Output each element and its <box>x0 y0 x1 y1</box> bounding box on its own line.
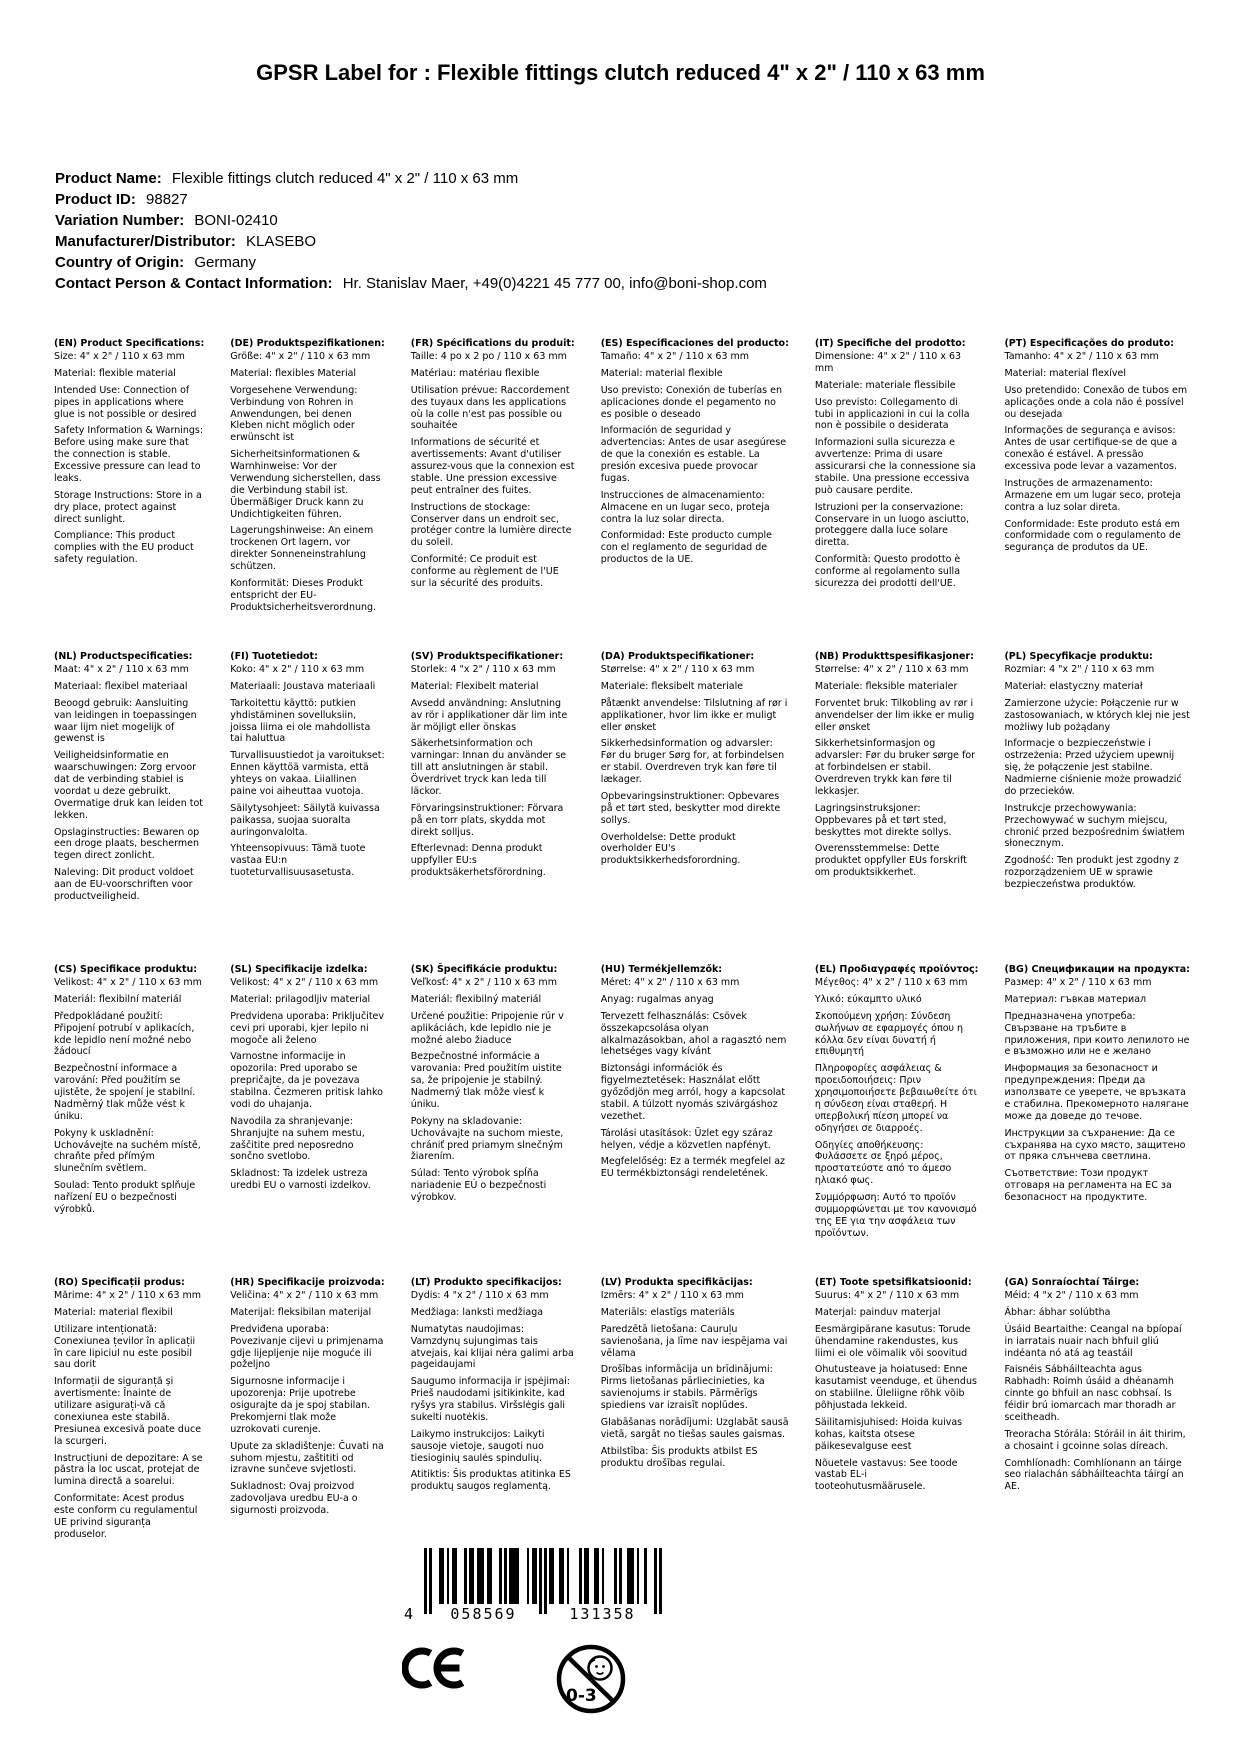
spec-paragraph: Materiale: fleksible materialer <box>814 680 958 692</box>
spec-paragraph: Turvallisuustiedot ja varoitukset: Ennen käyttöä varmista, että yhteys on vakaa. Liiallinen paine voi aiheuttaa vuotoja. <box>230 750 385 797</box>
language-spec-title: (NB) Produkttspesifikasjoner: <box>814 651 974 662</box>
spec-paragraph: Předpokládané použití: Připojení potrubí v aplikacích, kde lepidlo není možné nebo žádoucí <box>54 1010 195 1058</box>
spec-paragraph: Materiaal: flexibel materiaal <box>54 680 188 692</box>
spec-paragraph: Instruções de armazenamento: Armazene em um lugar seco, proteja contra a luz solar direta. <box>1004 477 1181 513</box>
spec-paragraph: Conformità: Questo prodotto è conforme al regolamento sulla sicurezza dei prodotti dell'UE. <box>814 554 961 589</box>
info-value: BONI-02410 <box>194 212 278 229</box>
spec-paragraph: Dydis: 4 "x 2" / 110 x 63 mm <box>410 1290 549 1301</box>
product-info-row <box>55 252 1181 273</box>
spec-paragraph: Съответствие: Този продукт отговаря на регламента на ЕС за безопасност на продуктите. <box>1004 1168 1172 1203</box>
spec-paragraph: Biztonsági információk és figyelmeztetések: Használat előtt győződjön meg arról, hogy a kapcsolat stabil. A túlzott nyomás szivárgáshoz vezethet. <box>600 1063 786 1122</box>
info-label: Contact Person & Contact Information: <box>55 275 333 292</box>
spec-paragraph: Konformität: Dieses Produkt entspricht der EU-Produktsicherheitsverordnung. <box>230 577 377 613</box>
spec-paragraph: Informazioni sulla sicurezza e avvertenze: Prima di usare assicurarsi che la connessione sia stabile. Una pressione eccessiva può causare perdite. <box>814 437 976 496</box>
spec-paragraph: Nõuetele vastavus: See toode vastab EL-i tooteohutusmäärusele. <box>814 1457 958 1493</box>
language-spec-title: (PL) Specyfikacje produktu: <box>1004 651 1153 662</box>
spec-paragraph: Materiál: flexibilný materiál <box>410 993 542 1005</box>
spec-paragraph: Informații de siguranță și avertismente: Înainte de utilizare asigurați-vă că conexiunea este stabilă. Presiunea excesivă poate duce la scurgeri. <box>54 1376 202 1447</box>
spec-paragraph: Størrelse: 4" x 2" / 110 x 63 mm <box>600 664 755 675</box>
spec-paragraph: Инструкции за съхранение: Да се съхранява на сухо място, защитено от пряка слънчева светлина. <box>1004 1127 1186 1163</box>
language-spec-title: (HU) Termékjellemzők: <box>600 964 723 975</box>
language-spec-block-pt <box>1004 338 1190 651</box>
spec-paragraph: Μέγεθος: 4" x 2" / 110 x 63 mm <box>814 977 968 988</box>
spec-paragraph: Storage Instructions: Store in a dry place, protect against direct sunlight. <box>54 489 202 525</box>
spec-paragraph: Veľkosť: 4" x 2" / 110 x 63 mm <box>410 977 557 988</box>
spec-paragraph: Sikkerhetsinformasjon og advarsler: Før du bruker sørge for at forbindelsen er stabil. Overdreven trykk kan føre til lekkasjer. <box>814 738 976 797</box>
info-value: Hr. Stanislav Maer, +49(0)4221 45 777 00, info@boni-shop.com <box>342 275 767 292</box>
spec-paragraph: Materijal: fleksibilan materijal <box>230 1306 372 1318</box>
spec-paragraph: Materiāls: elastīgs materiāls <box>600 1306 735 1318</box>
barcode-lead-digit: 4 <box>404 1605 414 1623</box>
spec-paragraph: Conformitate: Acest produs este conform cu regulamentul UE privind siguranța produselor. <box>54 1493 198 1540</box>
spec-paragraph: Instructions de stockage: Conserver dans un endroit sec, protéger contre la lumière directe du soleil. <box>410 501 572 549</box>
spec-paragraph: Overensstemmelse: Dette produktet oppfyller EUs forskrift om produktsikkerhet. <box>814 843 967 879</box>
spec-paragraph: Velikost: 4" x 2" / 110 x 63 mm <box>230 977 379 988</box>
info-value: 98827 <box>146 191 188 208</box>
spec-paragraph: Säkerhetsinformation och varningar: Innan du använder se till att anslutningen är stabil. Överdrivet tryck kan leda till läckor. <box>410 738 567 797</box>
language-spec-block-lv <box>601 1277 789 1590</box>
language-spec-block-da <box>601 651 789 964</box>
ean-barcode <box>404 1548 662 1623</box>
spec-paragraph: Información de seguridad y advertencias: Antes de usar asegúrese de que la conexión es estable. La presión excesiva puede provocar fugas. <box>600 425 787 484</box>
spec-paragraph: Beoogd gebruik: Aansluiting van leidingen in toepassingen waar lijm niet mogelijk of gewenst is <box>54 697 197 745</box>
spec-paragraph: Overholdelse: Dette produkt overholder EU's produktsikkerhedsforordning. <box>600 831 741 867</box>
info-label: Country of Origin: <box>55 254 185 271</box>
spec-paragraph: Material: flexibles Material <box>230 367 357 379</box>
spec-paragraph: Uso previsto: Conexión de tuberías en aplicaciones donde el pegamento no es posible o deseado <box>600 384 782 420</box>
spec-paragraph: Materjal: painduv materjal <box>814 1306 941 1318</box>
spec-paragraph: Säilytysohjeet: Säilytä kuivassa paikassa, suojaa suoralta auringonvalolta. <box>230 802 380 838</box>
spec-paragraph: Ábhar: ábhar solúbtha <box>1004 1306 1111 1318</box>
spec-paragraph: Material: Flexibelt material <box>410 680 539 692</box>
spec-paragraph: Velikost: 4" x 2" / 110 x 63 mm <box>54 977 202 988</box>
product-info-row <box>55 210 1181 231</box>
spec-paragraph: Koko: 4" x 2" / 110 x 63 mm <box>230 664 365 675</box>
spec-paragraph: Méret: 4" x 2" / 110 x 63 mm <box>600 977 740 988</box>
language-specs-grid <box>54 338 1190 1590</box>
barcode-digit-group-2: 131358 <box>569 1605 636 1623</box>
language-spec-block-el <box>815 964 979 1277</box>
spec-paragraph: Skladnost: Ta izdelek ustreza uredbi EU o varnosti izdelkov. <box>230 1168 371 1192</box>
product-info-row <box>55 231 1181 252</box>
language-spec-block-pl <box>1004 651 1190 964</box>
spec-paragraph: Laikymo instrukcijos: Laikyti sausoje vietoje, saugoti nuo tiesioginių saulės spindulių. <box>410 1428 545 1464</box>
spec-paragraph: Materiale: materiale flessibile <box>814 379 956 391</box>
spec-paragraph: Lagringsinstruksjoner: Oppbevares på et tørt sted, beskyttes mot direkte sollys. <box>814 802 952 838</box>
language-spec-block-nb <box>815 651 979 964</box>
spec-paragraph: Faisnéis Sábháilteachta agus Rabhadh: Roimh úsáid a dhéanamh cinnte go bhfuil an nasc cobhsaí. Is féidir brú iomarcach mar thoradh ar sceitheadh. <box>1004 1364 1176 1423</box>
page-title: GPSR Label for : Flexible fittings clutch reduced 4" x 2" / 110 x 63 mm <box>256 60 985 85</box>
spec-paragraph: Upute za skladištenje: Čuvati na suhom mjestu, zaštititi od izravne sunčeve svjetlosti. <box>230 1440 384 1476</box>
spec-paragraph: Materiał: elastyczny materiał <box>1004 680 1143 692</box>
age-warning-label: 0-3 <box>566 1686 597 1706</box>
spec-paragraph: Predviđena uporaba: Povezivanje cijevi u primjenama gdje lijepljenje nije moguće ili poželjno <box>230 1323 384 1371</box>
spec-paragraph: Tarkoitettu käyttö: putkien yhdistäminen sovelluksiin, joissa liima ei ole mahdollista tai haluttua <box>230 697 371 745</box>
spec-paragraph: Instrucciones de almacenamiento: Almacene en un lugar seco, proteja contra la luz solar directa. <box>600 489 770 525</box>
language-spec-block-es <box>601 338 789 651</box>
spec-paragraph: Efterlevnad: Denna produkt uppfyller EU:s produktsäkerhetsförordning. <box>410 843 546 879</box>
language-spec-title: (FI) Tuotetiedot: <box>230 651 318 662</box>
language-spec-title: (ES) Especificaciones del producto: <box>600 338 789 349</box>
barcode-digits <box>424 1605 662 1623</box>
language-spec-block-bg <box>1004 964 1190 1277</box>
spec-paragraph: Treoracha Stórála: Stóráil in áit thirim, a chosaint i gcoinne solas díreach. <box>1004 1428 1186 1452</box>
spec-paragraph: Size: 4" x 2" / 110 x 63 mm <box>54 351 185 362</box>
age-warning-0-3-icon <box>552 1638 630 1720</box>
language-spec-title: (EN) Product Specifications: <box>54 338 205 349</box>
spec-paragraph: Intended Use: Connection of pipes in applications where glue is not possible or desired <box>54 384 197 420</box>
language-spec-block-hr <box>230 1277 385 1590</box>
spec-paragraph: Vorgesehene Verwendung: Verbindung von Rohren in Anwendungen, bei denen Kleben nicht möglich oder erwünscht ist <box>230 384 358 444</box>
spec-paragraph: Soulad: Tento produkt splňuje nařízení EU o bezpečnosti výrobků. <box>54 1180 196 1215</box>
spec-paragraph: Medžiaga: lanksti medžiaga <box>410 1306 544 1318</box>
spec-paragraph: Conformidade: Este produto está em conformidade com o regulamento de segurança de produtos da UE. <box>1004 518 1181 554</box>
language-spec-block-de <box>230 338 385 651</box>
spec-paragraph: Zgodność: Ten produkt jest zgodny z rozporządzeniem UE w sprawie bezpieczeństwa produktów. <box>1004 855 1179 890</box>
product-info-row <box>55 273 1181 294</box>
language-spec-block-lt <box>411 1277 575 1590</box>
spec-paragraph: Predvidena uporaba: Priključitev cevi pri uporabi, kjer lepilo ni mogoče ali želeno <box>230 1010 385 1046</box>
spec-paragraph: Avsedd användning: Anslutning av rör i applikationer där lim inte är möjligt eller önskas <box>410 697 568 733</box>
spec-paragraph: Bezpečnostní informace a varování: Před použitím se ujistěte, že spojení je stabilní. Nadměrný tlak může vést k úniku. <box>54 1063 196 1122</box>
info-value: KLASEBO <box>246 233 317 250</box>
language-spec-block-sl <box>230 964 385 1277</box>
language-spec-title: (RO) Specificații produs: <box>54 1277 185 1288</box>
spec-paragraph: Veličina: 4" x 2" / 110 x 63 mm <box>230 1290 379 1301</box>
spec-paragraph: Størrelse: 4" x 2" / 110 x 63 mm <box>814 664 969 675</box>
spec-paragraph: Eesmärgipärane kasutus: Torude ühendamine rakendustes, kus liimi ei ole võimalik või soovitud <box>814 1323 971 1359</box>
spec-paragraph: Materiál: flexibilní materiál <box>54 993 182 1005</box>
language-spec-block-fr <box>411 338 575 651</box>
spec-paragraph: Safety Information & Warnings: Before using make sure that the connection is stable. Excessive pressure can lead to leaks. <box>54 425 204 484</box>
spec-paragraph: Numatytas naudojimas: Vamzdynų sujungimas tais atvejais, kai klijai nėra galimi arba pageidaujami <box>410 1323 574 1371</box>
language-spec-block-nl <box>54 651 204 964</box>
spec-paragraph: Varnostne informacije in opozorila: Pred uporabo se prepričajte, da je povezava stabilna. Čezmeren pritisk lahko vodi do uhajanja. <box>230 1051 383 1110</box>
spec-paragraph: Suurus: 4" x 2" / 110 x 63 mm <box>814 1290 960 1301</box>
spec-paragraph: Σκοπούμενη χρήση: Σύνδεση σωλήνων σε εφαρμογές όπου η κόλλα δεν είναι δυνατή ή επιθυμητή <box>814 1010 964 1058</box>
spec-paragraph: Uso pretendido: Conexão de tubos em aplicações onde a cola não é possível ou desejada <box>1004 384 1188 420</box>
language-spec-title: (NL) Productspecificaties: <box>54 651 193 662</box>
info-label: Manufacturer/Distributor: <box>55 233 236 250</box>
spec-paragraph: Compliance: This product complies with the EU product safety regulation. <box>54 530 194 566</box>
spec-paragraph: Tamanho: 4" x 2" / 110 x 63 mm <box>1004 351 1159 362</box>
spec-paragraph: Instrucțiuni de depozitare: A se păstra la loc uscat, protejat de lumina directă a soarelui. <box>54 1452 203 1488</box>
spec-paragraph: Súlad: Tento výrobok spĺňa nariadenie EÚ o bezpečnosti výrobkov. <box>410 1168 547 1203</box>
spec-paragraph: Úsáid Beartaithe: Ceangal na bpíopaí in iarratais nuair nach bhfuil gliú indéanta nó atá ag teastáil <box>1004 1323 1182 1359</box>
spec-paragraph: Pokyny k uskladnění: Uchovávejte na suchém místě, chraňte před přímým slunečním světlem. <box>54 1127 201 1175</box>
spec-paragraph: Uso previsto: Collegamento di tubi in applicazioni in cui la colla non è possibile o desiderata <box>814 396 970 432</box>
spec-paragraph: Méid: 4 "x 2" / 110 x 63 mm <box>1004 1290 1139 1301</box>
language-spec-title: (SL) Specifikacije izdelka: <box>230 964 368 975</box>
language-spec-title: (ET) Toote spetsifikatsioonid: <box>814 1277 972 1288</box>
spec-paragraph: Συμμόρφωση: Αυτό το προϊόν συμμορφώνεται με τον κανονισμό της ΕΕ για την ασφάλεια των προϊόντων. <box>814 1192 977 1239</box>
language-spec-title: (GA) Sonraíochtaí Táirge: <box>1004 1277 1140 1288</box>
spec-paragraph: Размер: 4" x 2" / 110 x 63 mm <box>1004 977 1152 988</box>
spec-paragraph: Zamierzone użycie: Połączenie rur w zastosowaniach, w których klej nie jest możliwy lub pożądany <box>1004 697 1190 733</box>
spec-paragraph: Conformité: Ce produit est conforme au règlement de l'UE sur la sécurité des produits. <box>410 554 559 589</box>
language-spec-title: (LT) Produkto specifikacijos: <box>410 1277 562 1288</box>
info-label: Variation Number: <box>55 212 185 229</box>
spec-paragraph: Atbilstība: Šis produkts atbilst ES produktu drošības regulai. <box>600 1445 758 1469</box>
spec-paragraph: Πληροφορίες ασφάλειας & προειδοποιήσεις: Πριν χρησιμοποιήσετε βεβαιωθείτε ότι η σύνδεση είναι σταθερή. Η υπερβολική πίεση μπορεί να οδηγήσει σε διαρροές. <box>814 1063 977 1134</box>
language-spec-block-et <box>815 1277 979 1590</box>
spec-paragraph: Storlek: 4 "x 2" / 110 x 63 mm <box>410 664 556 675</box>
spec-paragraph: Izmērs: 4" x 2" / 110 x 63 mm <box>600 1290 744 1301</box>
info-value: Flexible fittings clutch reduced 4" x 2" / 110 x 63 mm <box>171 170 519 187</box>
spec-paragraph: Matériau: matériau flexible <box>410 367 540 379</box>
spec-paragraph: Opbevaringsinstruktioner: Opbevares på et tørt sted, beskytter mod direkte sollys. <box>600 790 781 826</box>
language-spec-title: (LV) Produkta specifikācijas: <box>600 1277 753 1288</box>
spec-paragraph: Naleving: Dit product voldoet aan de EU-voorschriften voor productveiligheid. <box>54 867 194 902</box>
spec-paragraph: Forventet bruk: Tilkobling av rør i anvendelser der lim ikke er mulig eller ønsket <box>814 697 975 733</box>
spec-paragraph: Påtænkt anvendelse: Tilslutning af rør i applikationer, hvor lim ikke er muligt eller ønsket <box>600 697 788 733</box>
language-spec-title: (PT) Especificações do produto: <box>1004 338 1174 349</box>
spec-paragraph: Informations de sécurité et avertissements: Avant d'utiliser assurez-vous que la connexion est stable. Une pression excessive peut entraîner des fuites. <box>410 437 575 496</box>
spec-paragraph: Sigurnosne informacije i upozorenja: Prije upotrebe osigurajte da je spoj stabilan. Prekomjerni tlak može uzrokovati curenje. <box>230 1376 371 1435</box>
spec-paragraph: Förvaringsinstruktioner: Förvara på en torr plats, skydda mot direkt solljus. <box>410 802 564 838</box>
spec-paragraph: Navodila za shranjevanje: Shranjujte na suhem mestu, zaščitite pred neposredno sončno svetlobo. <box>230 1115 365 1163</box>
spec-paragraph: Drošības informācija un brīdinājumi: Pirms lietošanas pārliecinieties, ka savienojums ir stabils. Pārmērīgs spiediens var izraisīt noplūdes. <box>600 1364 773 1411</box>
spec-paragraph: Paredzētā lietošana: Cauruļu savienošana, ja līme nav iespējama vai vēlama <box>600 1323 788 1359</box>
language-spec-title: (DA) Produktspecifikationer: <box>600 651 755 662</box>
spec-paragraph: Anyag: rugalmas anyag <box>600 993 714 1005</box>
spec-paragraph: Instrukcje przechowywania: Przechowywać w suchym miejscu, chronić przed bezpośrednim światłem słonecznym. <box>1004 802 1185 850</box>
spec-paragraph: Dimensione: 4" x 2" / 110 x 63 mm <box>814 351 962 374</box>
spec-paragraph: Určené použitie: Pripojenie rúr v aplikáciách, kde lepidlo nie je možné alebo žiaduce <box>410 1010 564 1046</box>
product-info <box>55 168 1181 294</box>
ce-mark-icon <box>402 1644 472 1694</box>
spec-paragraph: Saugumo informacija ir įspėjimai: Prieš naudodami įsitikinkite, kad ryšys yra stabilus. Viršslėgis gali sukelti nuotėkis. <box>410 1376 570 1423</box>
spec-paragraph: Информация за безопасност и предупреждения: Преди да използвате се уверете, че връзката е стабилна. Прекомерното налягане може да доведе до течове. <box>1004 1063 1189 1122</box>
language-spec-title: (DE) Produktspezifikationen: <box>230 338 385 349</box>
spec-paragraph: Glabāšanas norādījumi: Uzglabāt sausā vietā, sargāt no tiešas saules gaismas. <box>600 1416 789 1440</box>
spec-paragraph: Οδηγίες αποθήκευσης: Φυλάσσετε σε ξηρό μέρος, προστατεύστε από το άμεσο ηλιακό φως. <box>814 1139 952 1187</box>
spec-paragraph: Veiligheidsinformatie en waarschuwingen: Zorg ervoor dat de verbinding stabiel is voordat u deze gebruikt. Overmatige druk kan leiden tot lekken. <box>54 750 203 821</box>
spec-paragraph: Mărime: 4" x 2" / 110 x 63 mm <box>54 1290 202 1301</box>
language-spec-title: (SV) Produktspecifikationer: <box>410 651 564 662</box>
spec-paragraph: Opslaginstructies: Bewaren op een droge plaats, beschermen tegen direct zonlicht. <box>54 826 200 862</box>
spec-paragraph: Υλικό: εύκαμπτο υλικό <box>814 993 922 1005</box>
spec-paragraph: Sikkerhedsinformation og advarsler: Før du bruger Sørg for, at forbindelsen er stabil. Overdreven tryk kan føre til lækager. <box>600 738 785 785</box>
spec-paragraph: Pokyny na skladovanie: Uchovávajte na suchom mieste, chrániť pred priamym slnečným žiarením. <box>410 1115 564 1163</box>
spec-paragraph: Maat: 4" x 2" / 110 x 63 mm <box>54 664 189 675</box>
spec-paragraph: Conformidad: Este producto cumple con el reglamento de seguridad de productos de la UE. <box>600 530 773 566</box>
spec-paragraph: Bezpečnostné informácie a varovania: Pred použitím uistite sa, že pripojenie je stabilný. Nadmerný tlak môže viesť k úniku. <box>410 1051 562 1110</box>
spec-paragraph: Материал: гъвкав материал <box>1004 993 1147 1005</box>
spec-paragraph: Material: material flexibil <box>54 1306 173 1318</box>
language-spec-title: (IT) Specifiche del prodotto: <box>814 338 966 349</box>
info-value: Germany <box>194 254 257 271</box>
spec-paragraph: Megfelelőség: Ez a termék megfelel az EU termékbiztonsági rendeletének. <box>600 1156 786 1180</box>
info-label: Product Name: <box>55 170 162 187</box>
language-spec-block-cs <box>54 964 204 1277</box>
spec-paragraph: Material: material flexível <box>1004 367 1126 379</box>
language-spec-title: (FR) Spécifications du produit: <box>410 338 575 349</box>
language-spec-block-it <box>815 338 979 651</box>
spec-paragraph: Sicherheitsinformationen & Warnhinweise: Vor der Verwendung sicherstellen, dass die Verbindung stabil ist. Übermäßiger Druck kann zu Undichtigkeiten führen. <box>230 449 381 520</box>
spec-paragraph: Materiale: fleksibelt materiale <box>600 680 744 692</box>
language-spec-title: (BG) Спецификации на продукта: <box>1004 964 1190 975</box>
spec-paragraph: Informações de segurança e avisos: Antes de usar certifique-se de que a conexão é estável. A pressão excessiva pode levar a vazamentos. <box>1004 425 1178 472</box>
spec-paragraph: Taille: 4 po x 2 po / 110 x 63 mm <box>410 351 567 362</box>
language-spec-block-en <box>54 338 204 651</box>
barcode-digit-group-1: 058569 <box>450 1605 517 1623</box>
spec-paragraph: Materiaali: Joustava materiaali <box>230 680 376 692</box>
spec-paragraph: Lagerungshinweise: An einem trockenen Ort lagern, vor direkter Sonneneinstrahlung schützen. <box>230 525 374 572</box>
language-spec-title: (HR) Specifikacije proizvoda: <box>230 1277 385 1288</box>
spec-paragraph: Rozmiar: 4 "x 2" / 110 x 63 mm <box>1004 664 1155 675</box>
spec-paragraph: Tamaño: 4" x 2" / 110 x 63 mm <box>600 351 750 362</box>
spec-paragraph: Comhlíonadh: Comhlíonann an táirge seo rialachán sábháilteachta táirgí an AE. <box>1004 1457 1184 1493</box>
spec-paragraph: Istruzioni per la conservazione: Conservare in un luogo asciutto, proteggere dalla luce solare diretta. <box>814 501 970 549</box>
spec-paragraph: Informacje o bezpieczeństwie i ostrzeżenia: Przed użyciem upewnij się, że połączenie jest stabilne. Nadmierne ciśnienie może prowadzić do przecieków. <box>1004 738 1182 797</box>
spec-paragraph: Предназначена употреба: Свързване на тръбите в приложения, при които лепилото не е възможно или не е желано <box>1004 1010 1190 1058</box>
spec-paragraph: Atitiktis: Šis produktas atitinka ES produktų saugos reglamentą. <box>410 1469 571 1493</box>
spec-paragraph: Utilisation prévue: Raccordement des tuyaux dans les applications où la colle n'est pas possible ou souhaitée <box>410 384 570 432</box>
spec-paragraph: Tervezett felhasználás: Csövek összekapcsolása olyan alkalmazásokban, ahol a ragasztó nem lehetséges vagy kívánt <box>600 1010 787 1058</box>
language-spec-title: (SK) Špecifikácie produktu: <box>410 964 558 975</box>
language-spec-title: (CS) Specifikace produktu: <box>54 964 198 975</box>
spec-paragraph: Ohutusteave ja hoiatused: Enne kasutamist veenduge, et ühendus on stabiilne. Üleliigne rõhk võib põhjustada lekkeid. <box>814 1364 977 1411</box>
info-label: Product ID: <box>55 191 136 208</box>
spec-paragraph: Größe: 4" x 2" / 110 x 63 mm <box>230 351 371 362</box>
language-spec-block-fi <box>230 651 385 964</box>
language-spec-block-ro <box>54 1277 204 1590</box>
language-spec-block-ga <box>1004 1277 1190 1590</box>
spec-paragraph: Sukladnost: Ovaj proizvod zadovoljava uredbu EU-a o sigurnosti proizvoda. <box>230 1481 358 1516</box>
product-info-row <box>55 189 1181 210</box>
spec-paragraph: Utilizare intenționată: Conexiunea țevilor în aplicații în care lipiciul nu este posibil sau dorit <box>54 1323 196 1371</box>
spec-paragraph: Tárolási utasítások: Üzlet egy száraz helyen, védje a közvetlen napfényt. <box>600 1127 773 1151</box>
spec-paragraph: Material: prilagodljiv material <box>230 993 371 1005</box>
language-spec-block-hu <box>601 964 789 1277</box>
language-spec-title: (EL) Προδιαγραφές προϊόντος: <box>814 964 979 975</box>
spec-paragraph: Material: material flexible <box>600 367 723 379</box>
spec-paragraph: Material: flexible material <box>54 367 176 379</box>
spec-paragraph: Säilitamisjuhised: Hoida kuivas kohas, kaitsta otsese päikesevalguse eest <box>814 1416 963 1452</box>
product-info-row <box>55 168 1181 189</box>
language-spec-block-sv <box>411 651 575 964</box>
spec-paragraph: Yhteensopivuus: Tämä tuote vastaa EU:n tuoteturvallisuusasetusta. <box>230 843 366 879</box>
language-spec-block-sk <box>411 964 575 1277</box>
